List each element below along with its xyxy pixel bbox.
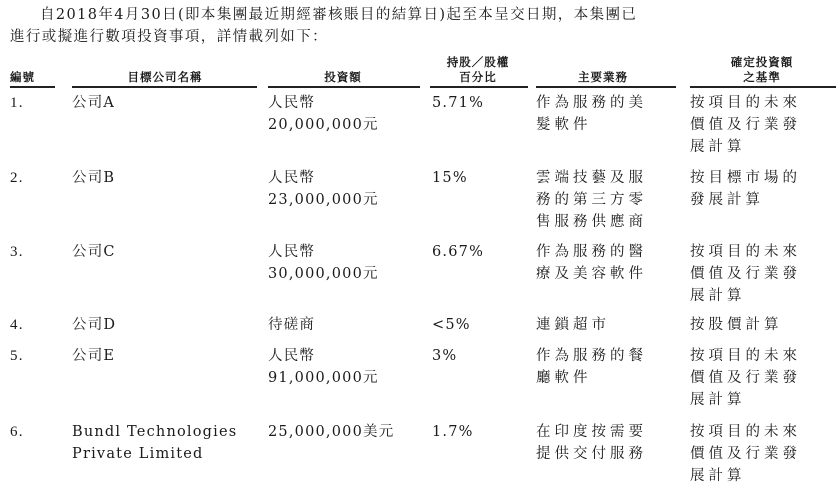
cell-company [72, 345, 115, 367]
cell-stake-line: 6.67% [432, 244, 485, 260]
cell-amount-line: 待磋商 [268, 317, 316, 333]
cell-stake [432, 345, 457, 367]
cell-basis-line: 按項目的未來 [690, 424, 801, 440]
cell-company [72, 421, 237, 465]
cell-business-line: 作為服務的醫 [536, 244, 647, 260]
cell-amount-line: 人民幣 [268, 244, 316, 260]
cell-business [536, 314, 676, 336]
cell-business [536, 241, 676, 285]
cell-business-line: 作為服務的美 [536, 95, 647, 111]
cell-basis-line: 價值及行業發 [690, 370, 801, 386]
cell-amount [268, 314, 315, 336]
cell-amount-line: 91,000,000元 [268, 370, 379, 386]
cell-number-line: 4. [10, 317, 24, 333]
header-rule-business [536, 86, 676, 88]
cell-basis [690, 167, 835, 211]
cell-basis-line: 按目標市場的 [690, 170, 801, 186]
header-number: 編號 [10, 70, 35, 84]
cell-stake [432, 167, 468, 189]
cell-stake [432, 421, 474, 443]
cell-business-line: 髮軟件 [536, 117, 592, 133]
cell-basis-line: 價值及行業發 [690, 117, 801, 133]
cell-basis-line: 按項目的未來 [690, 95, 801, 111]
cell-basis [690, 241, 835, 307]
cell-business-line: 務的第三方零 [536, 192, 647, 208]
cell-amount-line: 人民幣 [268, 95, 316, 111]
cell-company-line: 公司E [72, 348, 116, 364]
cell-stake [432, 92, 484, 114]
cell-business-line: 在印度按需要 [536, 424, 647, 440]
intro-line-1: 自2018年4月30日(即本集團最近期經審核賬目的結算日)起至本呈交日期，本集團已 [40, 7, 638, 23]
intro-line-2: 進行或擬進行數項投資事項，詳情載列如下： [10, 29, 328, 45]
cell-amount-line: 30,000,000元 [268, 266, 379, 282]
cell-stake-line: <5% [432, 317, 471, 333]
header-rule-company [72, 86, 257, 88]
cell-number [10, 345, 24, 367]
cell-stake-line: 3% [432, 348, 458, 364]
cell-amount [268, 345, 379, 389]
cell-company [72, 314, 116, 336]
cell-business-line: 雲端技藝及服 [536, 170, 647, 186]
cell-business-line: 提供交付服務 [536, 446, 647, 462]
cell-basis [690, 345, 835, 411]
cell-business-line: 療及美容軟件 [536, 266, 647, 282]
header-basis-line2: 之基準 [743, 70, 781, 84]
cell-company [72, 92, 115, 114]
cell-business-line: 作為服務的餐 [536, 348, 647, 364]
cell-number-line: 6. [10, 424, 24, 440]
cell-basis [690, 92, 835, 158]
header-basis-line1: 確定投資額 [730, 55, 794, 69]
cell-company-line: 公司A [72, 95, 116, 111]
header-stake [428, 55, 528, 85]
cell-business-line: 連鎖超市 [536, 317, 610, 333]
cell-amount [268, 167, 379, 211]
cell-company-line: Private Limited [72, 446, 204, 462]
cell-business-line: 廳軟件 [536, 370, 592, 386]
cell-basis-line: 展計算 [690, 392, 746, 408]
cell-amount [268, 92, 379, 136]
header-business: 主要業務 [578, 70, 628, 84]
cell-stake [432, 314, 471, 336]
header-rule-basis [690, 86, 836, 88]
cell-basis-line: 展計算 [690, 139, 746, 155]
cell-stake [432, 241, 484, 263]
cell-basis-line: 展計算 [690, 468, 746, 484]
cell-company-line: Bundl Technologies [72, 424, 238, 440]
cell-amount [268, 421, 394, 443]
cell-basis [690, 421, 835, 487]
cell-basis-line: 按項目的未來 [690, 244, 801, 260]
cell-amount-line: 人民幣 [268, 170, 316, 186]
cell-basis [690, 314, 835, 336]
cell-business [536, 92, 676, 136]
header-basis [692, 55, 832, 85]
cell-business-line: 售服務供應商 [536, 214, 647, 230]
cell-amount-line: 人民幣 [268, 348, 316, 364]
cell-basis-line: 價值及行業發 [690, 266, 801, 282]
cell-business [536, 421, 676, 465]
header-rule-amount [268, 86, 420, 88]
cell-amount-line: 23,000,000元 [268, 192, 379, 208]
cell-amount-line: 25,000,000美元 [268, 424, 395, 440]
cell-number-line: 1. [10, 95, 24, 111]
header-stake-line2: 百分比 [459, 70, 497, 84]
cell-company-line: 公司C [72, 244, 116, 260]
cell-basis-line: 發展計算 [690, 192, 764, 208]
header-stake-line1: 持股／股權 [446, 55, 510, 69]
cell-stake-line: 1.7% [432, 424, 474, 440]
cell-basis-line: 按項目的未來 [690, 348, 801, 364]
cell-number-line: 2. [10, 170, 24, 186]
cell-number [10, 421, 24, 443]
cell-stake-line: 15% [432, 170, 468, 186]
cell-number [10, 314, 24, 336]
cell-basis-line: 價值及行業發 [690, 446, 801, 462]
header-rule-stake [430, 86, 528, 88]
cell-amount [268, 241, 379, 285]
cell-stake-line: 5.71% [432, 95, 485, 111]
cell-number [10, 92, 24, 114]
header-company: 目標公司名稱 [127, 70, 203, 84]
cell-number [10, 167, 24, 189]
cell-number-line: 5. [10, 348, 24, 364]
cell-number-line: 3. [10, 244, 24, 260]
cell-basis-line: 展計算 [690, 288, 746, 304]
cell-company-line: 公司D [72, 317, 117, 333]
intro-paragraph [10, 4, 835, 48]
cell-business [536, 345, 676, 389]
cell-company [72, 241, 116, 263]
cell-number [10, 241, 24, 263]
header-rule-number [10, 86, 55, 88]
cell-basis-line: 按股價計算 [690, 317, 783, 333]
cell-business [536, 167, 676, 233]
cell-company-line: 公司B [72, 170, 116, 186]
header-amount: 投資額 [324, 70, 362, 84]
cell-amount-line: 20,000,000元 [268, 117, 379, 133]
cell-company [72, 167, 115, 189]
